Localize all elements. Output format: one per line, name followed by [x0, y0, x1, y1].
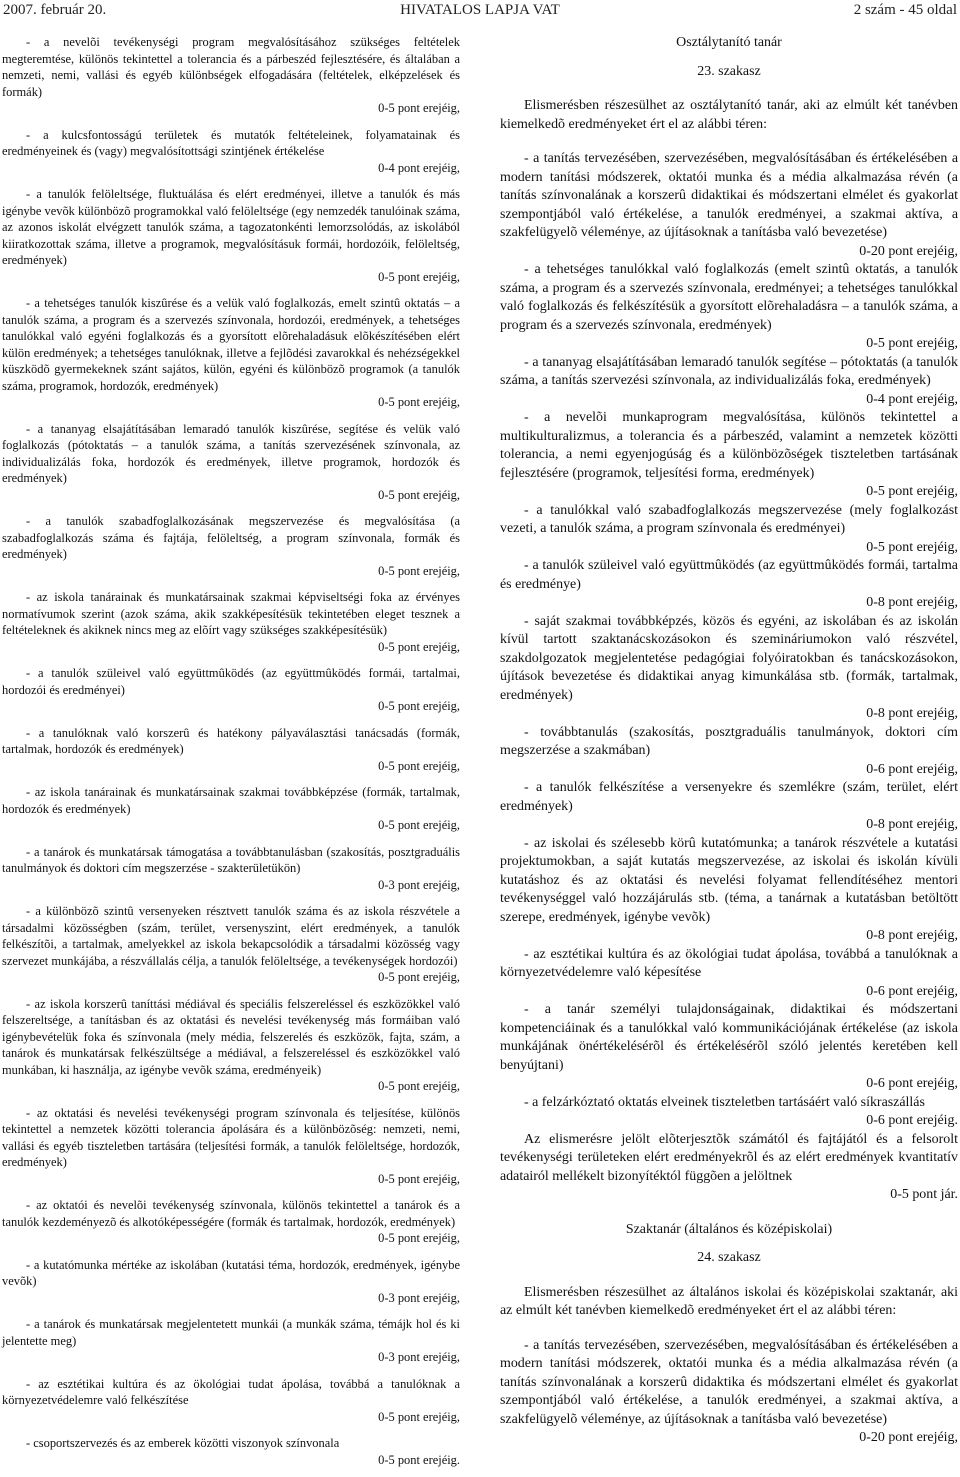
criterion-text: - az iskolai és szélesebb körû kutatómunka; a tanárok részvétele a kutatási projektumokban, a saját kutatás megszervezése, az iskolai és iskolán kívüli kutatáshoz és az oktatási és nevelési folyamat fellendítéséhez mentori tevékenységgel való hozzájárulás stb. (téma, a tanárnak a kutatásban betöltött szerepe, eredmények, igénybe vevõk) [500, 835, 958, 925]
section-heading: Szaktanár (általános és középiskolai) [625, 1221, 833, 1237]
criterion-text: - az iskola tanárainak és munkatársainak szakmai továbbképzése (formák, tartalmak, hordozók és eredmények) [2, 785, 460, 816]
criterion-text: - a tanár személyi tulajdonságainak, didaktikai és módszertani kompetenciáinak és a tanulókkal való kommunikációjának értékelése (az iskola munkájának önértékelésérõl és értékelésérõl szóló jelentés keretében kell benyújtani) [500, 1002, 958, 1073]
spacer [500, 1239, 958, 1249]
spacer [2, 893, 460, 903]
criterion-text: - a felzárkóztató oktatás elveinek tiszteletben tartásáért való síkraszállás [524, 1094, 925, 1110]
spacer [2, 834, 460, 844]
criterion-text: - a különbözõ szintû versenyeken résztvett tanulók száma és az iskola részvétele a társadalmi közösségben (szám, terület, versenyszint, elért eredmények, a tanulók felkészítõi, a tartalmak, amelyekkel az iskola bekapcsolódik a társadalmi közösség vagy szervezet munkájába, a részvállalás célja, a tanulók felöleltsége, a tevékenységek hordozói) [2, 904, 460, 968]
criterion-points: 0-5 pont erejéig, [378, 699, 460, 713]
criterion-text: - továbbtanulás (szakosítás, posztgraduális tanulmányok, doktori cím megszerzése a szakmában) [500, 724, 958, 758]
criterion-text: - a tanulók felöleltsége, fluktuálása és elért eredményei, illetve a tanulók és más igénybe vevõk különbözõ programokkal való felöleltsége (egy nemzedék tanulóinak száma, az azonos iskolát elvégzett tanulók száma, a tagozatonkénti lemorzsolódás, az iskolából kiiratkozottak száma, illetve a programok, megvalósításuk formái, hordozóik, felöleltség, eredmények) [2, 187, 460, 267]
closing-points: 0-5 pont jár. [890, 1187, 958, 1202]
criterion-points: 0-8 pont erejéig, [866, 595, 958, 610]
criterion-text: - az oktatói és nevelõi tevékenység színvonala, különös tekintettel a tanárok és a tanulók kezdeményezõ és alkotóképességére (formák és tartalmak, hordozók, eredmények) [2, 1198, 460, 1229]
criterion-points: 0-5 pont erejéig, [378, 1171, 460, 1186]
criterion-text: - a tanítás tervezésében, szervezésében, megvalósításában és értékelésében a modern tanítási módszerek, oktatói munka és a média alkalmazása révén (a tanítás színvonalának a korszerû didaktika és módszertani elmélet és gyakorlat szempontjából való értékelése, a tanulók eredményei, a szakmai aktíva, a szakfelügyelõ véleménye, az újításoknak a tanításba való bevezetése) [500, 1337, 958, 1427]
criterion-text: - az esztétikai kultúra és az ökológiai tudat ápolása, továbbá a tanulóknak a környezetvédelemre való felkészítése [2, 1376, 460, 1407]
criterion-text: - a tanárok és munkatársak támogatása a továbbtanulásban (szakosítás, posztgraduális tanulmányok és doktori cím megszerzése - szakterületükön) [2, 844, 460, 875]
criterion-text: - az esztétikai kultúra és az ökológiai tudat ápolása, továbbá a tanulóknak a környezetvédelemre való képesítése [500, 946, 958, 980]
criterion-points: 0-8 pont erejéig, [866, 928, 958, 943]
section-heading: Osztálytanító tanár [676, 35, 782, 50]
page-header [0, 0, 960, 22]
spacer [2, 285, 460, 295]
criterion-text: - a tanulók szüleivel való együttmûködés (az együttmûködés formái, tartalmai, hordozói és eredményei) [2, 666, 460, 697]
criterion-points: 0-6 pont erejéig, [866, 983, 958, 999]
spacer [2, 579, 460, 589]
header-title: HIVATALOS LAPJA VAT [400, 2, 560, 18]
spacer [500, 1321, 958, 1337]
criterion-text: - a tanítás tervezésében, szervezésében, megvalósításában és értékelésében a modern tanítási módszerek, oktatói munka és a média alkalmazása révén (a tanítás színvonalának a korszerû didaktikai és módszertani elmélet és gyakorlat szempontjából való értékelése, a tanulók eredményei, a szakmai aktíva, a szakfelügyelõ véleménye, az újításoknak a tanításba való bevezetése) [500, 151, 958, 240]
criterion-points: 0-6 pont erejéig, [866, 761, 958, 777]
spacer [2, 1247, 460, 1257]
spacer [500, 1268, 958, 1284]
criterion-points: 0-5 pont erejéig, [378, 818, 460, 832]
criterion-points: 0-6 pont erejéig, [866, 1076, 958, 1091]
criterion-text: - a nevelõi tevékenységi program megvalósításához szükséges feltételek megteremtése, különös tekintettel a tolerancia és a párbeszéd fejlesztésére, és általában a nemzeti, nemi, vallási és egyéb különbségek elfogadására (feltételek, elképzelések és formák) [2, 35, 460, 99]
left-column [2, 34, 460, 1468]
criterion-points: 0-8 pont erejéig, [866, 706, 958, 721]
criterion-text: - a tanulók szabadfoglalkozásának megszervezése és megvalósítása (a szabadfoglalkozás száma és fajtája, felöleltség, a program színvonala, formák és eredmények) [2, 514, 460, 561]
header-date: 2007. február 20. [3, 2, 107, 18]
criterion-text: - a kutatómunka mértéke az iskolában (kutatási téma, hordozók, eredmények, igénybe vevõk) [2, 1257, 460, 1288]
spacer [2, 117, 460, 127]
criterion-points: 0-3 pont erejéig, [378, 877, 460, 892]
criterion-text: - a nevelõi munkaprogram megvalósítása, különös tekintettel a multikulturalizmus, a tolerancia és a párbeszéd, valamint a nemzetek közötti tolerancia, a nemi egyenjogúság és a különbözõségek tiszteletben tartásának fejlesztésére (programok, teljesítési forma, eredmények) [500, 410, 958, 481]
spacer [2, 1095, 460, 1105]
criterion-points: 0-5 pont erejéig, [866, 336, 958, 351]
criterion-text: - az iskola korszerû taníttási médiával és speciális felszereléssel és eszközökkel való felszereltsége, a tanításban és az oktatási és nevelési tevékenység más formáiban való igénybevételük foka és színvonala (mely média, felszerelés és eszközök, fajta, szám, a tanárok és munkatársak felkészültsége a médiával, a felszereléssel és eszközökkel való munkában, ki használja, az igénybe vevõk száma, eredményeik) [2, 996, 460, 1077]
criterion-points: 0-5 pont erejéig, [378, 269, 460, 284]
spacer [500, 134, 958, 150]
spacer [2, 1187, 460, 1197]
criterion-points: 0-5 pont erejéig, [378, 1079, 460, 1093]
criterion-points: 0-4 pont erejéig, [866, 391, 958, 407]
spacer [2, 1306, 460, 1316]
criterion-points: 0-5 pont erejéig, [378, 970, 460, 984]
spacer [2, 1366, 460, 1376]
criterion-points: 0-3 pont erejéig, [378, 1290, 460, 1305]
criterion-points: 0-5 pont erejéig, [378, 1231, 460, 1245]
spacer [500, 53, 958, 63]
criterion-points: 0-5 pont erejéig, [866, 539, 958, 555]
criterion-text: - a tananyag elsajátításában lemaradó tanulók kiszûrése, segítése és velük való foglalkozás (pótoktatás – a tanulók száma, a tanítás szervezésének színvonala, az individualizálás foka, hordozók és eredmények, illetve programok, hordozók és eredmények) [2, 421, 460, 485]
criterion-text: - a tanulók szüleivel való együttmûködés (az együttmûködés formái, tartalma és eredménye) [500, 558, 958, 592]
criterion-points: 0-3 pont erejéig, [378, 1350, 460, 1364]
criterion-points: 0-5 pont erejéig, [378, 487, 460, 502]
spacer [2, 774, 460, 784]
section-intro: Elismerésben részesülhet az általános iskolai és középiskolai szaktanár, aki az elmúlt két tanévben kiemelkedõ eredményeket ért el az alábbi téren: [500, 1284, 958, 1318]
criterion-text: - a tanulók felkészítése a versenyekre és szemlékre (szám, terület, elért eredmények) [500, 780, 958, 814]
spacer [500, 1205, 958, 1221]
spacer [2, 715, 460, 725]
section-number: 24. szakasz [697, 1250, 761, 1265]
spacer [2, 411, 460, 421]
criterion-text: - a tehetséges tanulók kiszûrése és a velük való foglalkozás, emelt szintû oktatás – a tanulók száma, a program és a szervezés színvonala, hordozói, eredmények, a tehetséges tanulókkal való egyéni foglalkozás és a gyorsított elõrehaladásuk elõkészítésében elért külön eredmények; a tehetséges tanulóknak, illetve a fejlõdési zavarokkal és nehézségekkel küszködõ gyermekeknek szánt sajátos, külön, egyéni és különbözõ programok (a tanulók száma, programok, hordozók, eredmények) [2, 296, 460, 393]
criterion-points: 0-8 pont erejéig, [866, 817, 958, 832]
criterion-points: 0-5 pont erejéig, [378, 1409, 460, 1424]
criterion-text: - a tehetséges tanulókkal való foglalkozás (emelt szintû oktatás, a tanulók száma, a program és a szervezés színvonala, eredményei; a tehetséges tanulókkal való foglalkozás és felkészítésük a gyorsított elõrehaladásra – a tanulók száma, a program és a szervezés színvonala, eredmények) [500, 262, 958, 333]
spacer [2, 986, 460, 996]
criterion-text: - az oktatási és nevelési tevékenységi program színvonala és teljesítése, különös tekintettel a nemzetek közötti tolerancia ápolására és a különbözõség: nemzeti, nemi, vallási és egyéb tiszteletben tartására (teljesítési formák, a tanulók felöleltsége, hordozók, eredmények) [2, 1105, 460, 1169]
closing-text: Az elismerésre jelölt elõterjesztõk számától és fajtájától és a felsorolt tevékenységi területeken elért eredményekrõl és az elért eredmények kvantitatív adatairól mellékelt bizonyítéktól függõen a jelöltnek [500, 1131, 958, 1184]
right-column [500, 34, 958, 1448]
criterion-points: 0-5 pont erejéig, [866, 484, 958, 499]
section-intro: Elismerésben részesülhet az osztálytanító tanár, aki az elmúlt két tanévben kiemelkedõ eredményeket ért el az alábbi téren: [500, 98, 958, 132]
spacer [2, 503, 460, 513]
criterion-points: 0-5 pont erejéig, [378, 639, 460, 654]
section-number: 23. szakasz [697, 63, 761, 79]
spacer [2, 1425, 460, 1435]
criterion-text: - a kulcsfontosságú területek és mutatók feltételeinek, folyamatainak és eredményeinek és (vagy) megvalósítottsági szintjének értékelése [2, 127, 460, 158]
criterion-points: 0-20 pont erejéig, [859, 243, 958, 259]
spacer [2, 176, 460, 186]
criterion-text: - a tanulókkal való szabadfoglalkozás megszervezése (mely foglalkozást vezeti, a tanulók száma, a program színvonala és eredményei) [500, 502, 958, 536]
criterion-text: - csoportszervezés és az emberek közötti viszonyok színvonala [26, 1436, 340, 1450]
criterion-text: - a tanulóknak való korszerû és hatékony pályaválasztási tanácsadás (formák, tartalmak, hordozók és eredmények) [2, 725, 460, 756]
criterion-text: - az iskola tanárainak és munkatársainak szakmai képviseltségi foka az érvényes normatívumok szerint (azok száma, akik szakképesítésük tekintetében eleget tesznek a feltételeknek és akiknek nincs meg az elõírt vagy szükséges szakképesítésük) [2, 590, 460, 637]
spacer [2, 655, 460, 665]
header-page-number: 2 szám - 45 oldal [853, 2, 957, 18]
criterion-points: 0-5 pont erejéig. [378, 1452, 460, 1467]
spacer [500, 81, 958, 97]
criterion-points: 0-5 pont erejéig, [378, 563, 460, 578]
criterion-text: - saját szakmai továbbképzés, közös és egyéni, az iskolában és az iskolán kívül tartott szaktanácskozásokon és szemináriumokon való részvétel, szakdolgozatok megjelentetése pedagógiai folyóiratokban és tanácskozásokon, újítások bevezetése és didaktikai anyag kimunkálása stb. (formák, tartalmak, eredmények) [500, 613, 958, 703]
criterion-points: 0-5 pont erejéig, [378, 395, 460, 409]
criterion-points: 0-6 pont erejéig. [866, 1113, 958, 1128]
criterion-text: - a tanárok és munkatársak megjelentetett munkái (a munkák száma, témájk hol és ki jelentette meg) [2, 1317, 460, 1348]
criterion-points: 0-20 pont erejéig, [859, 1430, 958, 1445]
criterion-points: 0-5 pont erejéig, [378, 758, 460, 773]
criterion-points: 0-5 pont erejéig, [378, 101, 460, 115]
criterion-text: - a tananyag elsajátításában lemaradó tanulók segítése – pótoktatás (a tanulók száma, a tanítás szervezési színvonala, az individualizálás foka, eredmények) [500, 354, 958, 388]
criterion-points: 0-4 pont erejéig, [378, 160, 460, 175]
